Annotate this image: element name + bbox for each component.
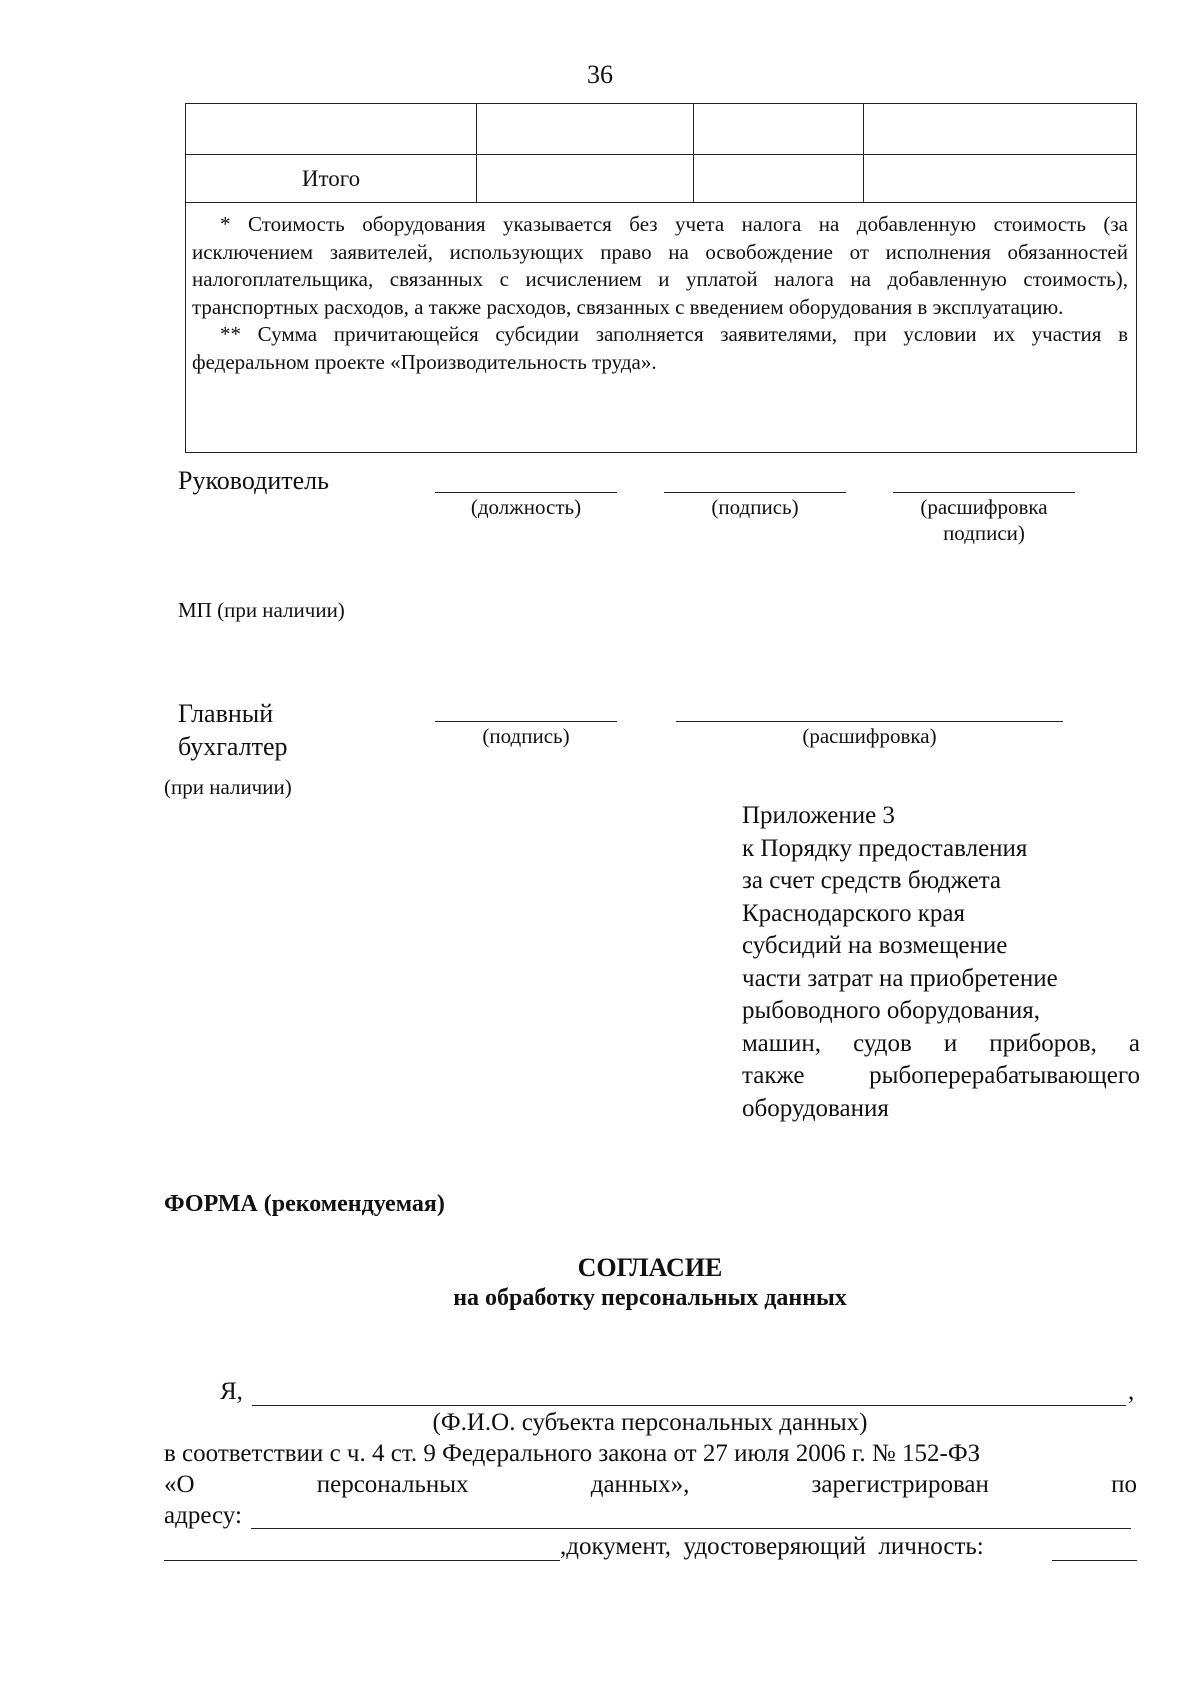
consent-word: по: [1111, 1471, 1137, 1498]
appendix-line: также рыбоперерабатывающего: [742, 1062, 1140, 1089]
appendix-line: к Порядку предоставления: [742, 834, 1028, 862]
signature-caption: (подпись): [711, 495, 799, 519]
document-label: ,документ, удостоверяющий личность:: [560, 1533, 984, 1560]
accountant-label-line: бухгалтер: [178, 732, 288, 761]
head-label: Руководитель: [178, 466, 329, 495]
consent-word: «О: [164, 1471, 195, 1498]
address-field[interactable]: [251, 1528, 1131, 1529]
table-row-divider: [186, 202, 1136, 203]
decoding-caption-line: подписи): [943, 521, 1025, 545]
appendix-line: рыбоводного оборудования,: [742, 997, 1041, 1024]
acct-decoding-caption: (расшифровка): [802, 724, 937, 748]
consent-word: данных»,: [590, 1471, 690, 1498]
stamp-label: МП (при наличии): [178, 598, 345, 622]
form-label: ФОРМА (рекомендуемая): [164, 1191, 445, 1217]
cost-table: [185, 103, 1137, 453]
position-line: [435, 492, 617, 493]
decoding-caption-line: (расшифровка: [920, 495, 1048, 519]
signature-line: [664, 492, 846, 493]
consent-title: СОГЛАСИЕ: [577, 1253, 723, 1282]
table-row-divider: [186, 154, 1136, 155]
appendix-line: Краснодарского края: [742, 899, 965, 927]
table-column-divider: [476, 104, 477, 202]
consent-word: персональных: [316, 1471, 469, 1498]
consent-line-text: в соответствии с ч. 4 ст. 9 Федерального закона от 27 июля 2006 г. № 152-ФЗ: [164, 1440, 981, 1467]
appendix-line: субсидий на возмещение: [742, 932, 1008, 959]
consent-line-law: [164, 1440, 1137, 1468]
table-column-divider: [693, 104, 694, 202]
appendix-line: машин, судов и приборов, а: [742, 1029, 1140, 1057]
accountant-note: (при наличии): [164, 775, 292, 799]
page-number: 36: [587, 60, 613, 89]
acct-signature-caption: (подпись): [482, 724, 570, 748]
total-label: Итого: [301, 166, 361, 191]
address-label: адресу:: [164, 1502, 242, 1529]
fio-caption: (Ф.И.О. субъекта персональных данных): [432, 1409, 868, 1436]
appendix-line: Приложение 3: [742, 802, 895, 829]
position-caption: (должность): [470, 495, 582, 519]
acct-decoding-line: [676, 721, 1063, 722]
acct-signature-line: [435, 721, 617, 722]
decoding-line: [893, 492, 1075, 493]
appendix-header: [742, 800, 1140, 1125]
appendix-line: оборудования: [742, 1094, 889, 1122]
i-label: Я,: [220, 1378, 243, 1405]
fio-field[interactable]: [252, 1405, 1126, 1406]
consent-line-registered: [164, 1471, 1137, 1499]
accountant-label: [178, 697, 288, 763]
accountant-label-line: Главный: [178, 699, 274, 728]
address-field-continued[interactable]: [164, 1560, 560, 1561]
consent-subtitle: на обработку персональных данных: [453, 1285, 847, 1311]
document-field[interactable]: [1052, 1560, 1137, 1561]
footnote-subsidy: ** Сумма причитающейся субсидии заполняется заявителями, при условии их участия в федеральном проекте «Производительность труда».: [192, 322, 1128, 374]
decoding-caption: [893, 494, 1075, 546]
table-footnotes: [192, 211, 1128, 376]
footnote-vat: * Стоимость оборудования указывается без учета налога на добавленную стоимость (за исключением заявителей, использующих право на освобождение от исполнения обязанностей налогоплательщика, связанных с исчислением и уплатой налога на добавленную стоимость), транспортных расходов, а также расходов, связанных с введением оборудования в эксплуатацию.: [192, 212, 1128, 319]
table-column-divider: [863, 104, 864, 202]
appendix-line: за счет средств бюджета: [742, 867, 1002, 894]
fio-comma: ,: [1128, 1378, 1135, 1405]
appendix-line: части затрат на приобретение: [742, 964, 1058, 992]
consent-word: зарегистрирован: [811, 1471, 989, 1498]
